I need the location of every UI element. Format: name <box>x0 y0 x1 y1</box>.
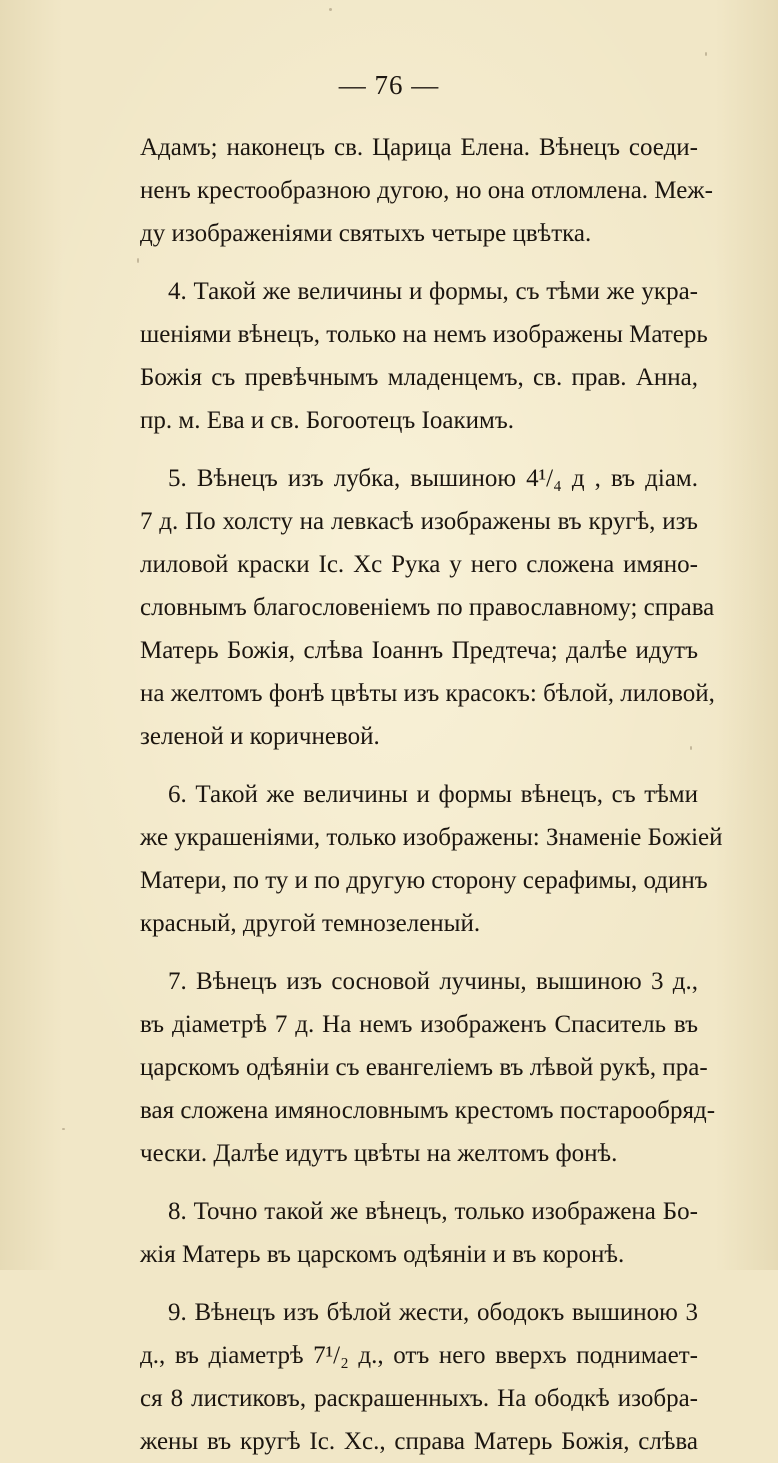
text-line: чески. Далѣе идутъ цвѣты на желтомъ фонѣ. <box>140 1140 618 1167</box>
text-line: 4. Такой же величины и формы, съ тѣми же укра- <box>168 278 698 305</box>
text-line: ся 8 листиковъ, раскрашенныхъ. На ободкѣ изобра- <box>140 1385 698 1412</box>
text-line: вая сложена имянословнымъ крестомъ постарообряд- <box>140 1097 716 1124</box>
body-text <box>140 126 723 1463</box>
paragraph-item-5 <box>140 457 715 758</box>
text-line: словнымъ благословеніемъ по православному; справа <box>140 594 715 621</box>
text-line: Матери, по ту и по другую сторону серафимы, одинъ <box>140 867 708 894</box>
text-line: 5. Вѣнецъ изъ лубка, вышиною 4¹/₄ д , въ діам. <box>168 465 698 492</box>
text-line: шеніями вѣнецъ, только на немъ изображены Матерь <box>140 321 708 348</box>
text-line: 7 д. По холсту на левкасѣ изображены въ кругѣ, изъ <box>140 508 698 535</box>
page-number: — 76 — <box>338 70 440 100</box>
text-line: ду изображеніями святыхъ четыре цвѣтка. <box>140 220 592 247</box>
text-line: Божія съ превѣчнымъ младенцемъ, св. прав. Анна, <box>140 364 698 391</box>
paragraph-item-4 <box>140 270 708 442</box>
text-line: 7. Вѣнецъ изъ сосновой лучины, вышиною 3 д., <box>168 968 698 995</box>
text-line: на желтомъ фонѣ цвѣты изъ красокъ: бѣлой, лиловой, <box>140 680 715 707</box>
text-line: 6. Такой же величины и формы вѣнецъ, съ тѣми <box>168 781 698 808</box>
text-line: 8. Точно такой же вѣнецъ, только изображена Бо- <box>168 1198 698 1225</box>
paragraph-item-9 <box>140 1291 698 1463</box>
text-line: въ діаметрѣ 7 д. На немъ изображенъ Спаситель въ <box>140 1011 698 1038</box>
text-line: жены въ кругѣ Іс. Хс., справа Матерь Божія, слѣва <box>140 1428 698 1455</box>
text-line: лиловой краски Іс. Хс Рука у него сложена имяно- <box>140 551 698 578</box>
text-line: пр. м. Ева и св. Богоотецъ Іоакимъ. <box>140 407 514 434</box>
paragraph-item-8 <box>140 1190 698 1276</box>
text-line: Матерь Божія, слѣва Іоаннъ Предтеча; далѣе идутъ <box>140 637 698 664</box>
text-line: д., въ діаметрѣ 7¹/₂ д., отъ него вверхъ поднимает- <box>140 1342 698 1369</box>
text-line: Адамъ; наконецъ св. Царица Елена. Вѣнецъ соеди- <box>140 134 698 161</box>
paragraph-continuation <box>140 126 713 255</box>
text-line: красный, другой темнозеленый. <box>140 910 481 937</box>
text-line: же украшеніями, только изображены: Знаменіе Божіей <box>140 824 723 851</box>
paragraph-item-6 <box>140 773 723 945</box>
text-line: жія Матерь въ царскомъ одѣяніи и въ коронѣ. <box>140 1241 625 1268</box>
paragraph-item-7 <box>140 960 716 1175</box>
text-line: царскомъ одѣяніи съ евангеліемъ въ лѣвой рукѣ, пра- <box>140 1054 708 1081</box>
text-line: ненъ крестообразною дугою, но она отломлена. Меж- <box>140 177 713 204</box>
text-line: 9. Вѣнецъ изъ бѣлой жести, ободокъ вышиною 3 <box>168 1299 698 1326</box>
text-line: зеленой и коричневой. <box>140 723 380 750</box>
